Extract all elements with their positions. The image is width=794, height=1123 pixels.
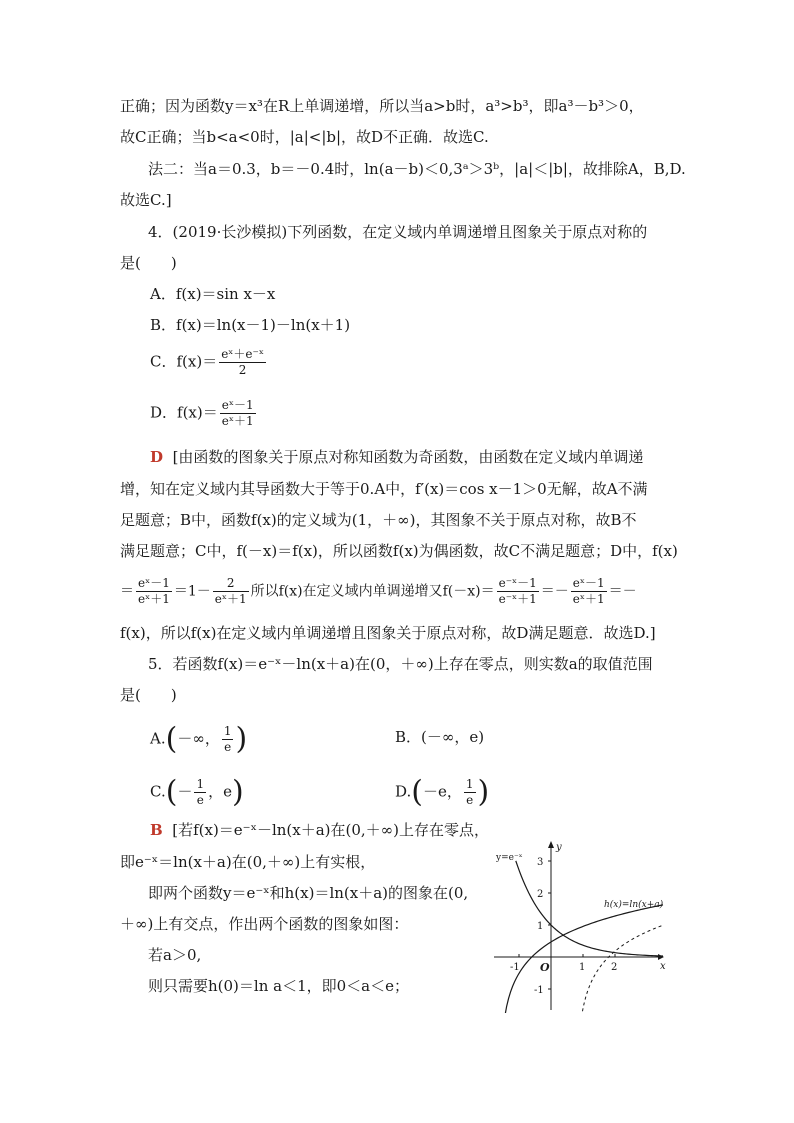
fraction: $\frac{\text{eˣ＋e⁻ˣ}}{2}$ xyxy=(221,347,264,377)
question-4-stem: 4．(2019·长沙模拟)下列函数，在定义域内单调递增且图象关于原点对称的 xyxy=(148,223,648,241)
solution-4-formula: ＝ $\frac{\text{eˣ－1}}{\text{eˣ＋1}}$ ＝1－ $\frac{2}{\text{eˣ＋1}}$ 所以f(x)在定义域内单调递增又f(－x)＝ $\frac{\text{e⁻ˣ－1}}{\text{e⁻ˣ＋1}}$ ＝－ $\frac{\text{eˣ－1}}{\text{eˣ＋1}}$ ＝－ xyxy=(120,576,637,606)
origin-label: O xyxy=(540,961,550,974)
tick-label: 2 xyxy=(611,962,618,973)
text-line: 故选C.] xyxy=(120,191,172,209)
option-4a: A．f(x)＝sin x－x xyxy=(150,285,276,303)
option-4d: D．f(x)＝ $\frac{\text{eˣ－1}}{\text{eˣ＋1}}$ xyxy=(150,398,254,428)
label-exp: y=e⁻ˣ xyxy=(496,853,523,863)
tick-label: -1 xyxy=(534,985,544,996)
solution-5-line: 则只需要h(0)＝ln a＜1，即0＜a＜e； xyxy=(148,977,409,995)
option-4c: C．f(x)＝ $\frac{\text{eˣ＋e⁻ˣ}}{2}$ xyxy=(150,347,264,377)
answer-letter: D xyxy=(150,448,164,466)
solution-4-line: 足题意；B中，函数f(x)的定义域为(1，＋∞)，其图象不关于原点对称，故B不 xyxy=(120,511,637,529)
axis-x-label: x xyxy=(660,961,666,972)
y-axis-arrow xyxy=(548,841,554,848)
solution-5-line: ＋∞)上有交点，作出两个函数的图象如图： xyxy=(120,915,409,933)
axis-y-label: y xyxy=(556,842,562,853)
curve-ln-dashed xyxy=(579,925,663,1013)
solution-5-line: 即两个函数y＝e⁻ˣ和h(x)＝ln(x＋a)的图象在(0, xyxy=(148,884,469,902)
tick-label: 3 xyxy=(537,857,544,868)
text-line: 正确；因为函数y＝x³在R上单调递增，所以当a>b时，a³>b³，即a³－b³＞0， xyxy=(120,97,644,115)
option-5a: A.(－∞， $\frac{1}{e}$ ) xyxy=(150,721,248,757)
tick-label: 1 xyxy=(579,962,586,973)
tick-label: 2 xyxy=(537,889,544,900)
tick-label: 1 xyxy=(537,921,544,932)
option-5b: B．(－∞，e) xyxy=(395,728,485,746)
curve-ln-shifted xyxy=(505,905,663,1013)
fraction: $\frac{\text{eˣ－1}}{\text{eˣ＋1}}$ xyxy=(221,398,254,428)
tick-label: -1 xyxy=(510,962,520,973)
question-5-stem: 5．若函数f(x)＝e⁻ˣ－ln(x＋a)在(0，＋∞)上存在零点，则实数a的取值范围 xyxy=(148,655,653,673)
option-5d: D.(－e， $\frac{1}{e}$ ) xyxy=(395,774,490,810)
solution-4-line: 增，知在定义域内其导函数大于等于0.A中，f′(x)＝cos x－1＞0无解，故A不满 xyxy=(120,480,648,498)
option-4b: B．f(x)＝ln(x－1)－ln(x＋1) xyxy=(150,316,351,334)
solution-4-line: 满足题意；C中，f(－x)＝f(x)，所以函数f(x)为偶函数，故C不满足题意；D中，f(x) xyxy=(120,542,678,560)
label-h: h(x)=ln(x+a) xyxy=(604,900,664,910)
solution-5-line: B [若f(x)＝e⁻ˣ－ln(x＋a)在(0,＋∞)上存在零点， xyxy=(150,821,490,839)
solution-5-line: 若a＞0, xyxy=(148,946,202,964)
text-line: 故C正确；当b<a<0时，|a|<|b|，故D不正确．故选C. xyxy=(120,128,489,146)
question-4-stem-cont: 是( ) xyxy=(120,254,177,272)
option-5c: C.(－ $\frac{1}{e}$ ，e) xyxy=(150,774,244,810)
solution-5-line: 即e⁻ˣ＝ln(x＋a)在(0,＋∞)上有实根， xyxy=(120,853,376,871)
x-axis-arrow xyxy=(658,954,664,960)
text-line: 法二：当a＝0.3，b＝－0.4时，ln(a－b)＜0,3ᵃ＞3ᵇ，|a|＜|b|，故排除A，B,D. xyxy=(148,160,686,178)
question-5-stem-cont: 是( ) xyxy=(120,686,177,704)
solution-4-line: D [由函数的图象关于原点对称知函数为奇函数，由函数在定义域内单调递 xyxy=(150,448,644,466)
solution-4-line: f(x)，所以f(x)在定义域内单调递增且图象关于原点对称，故D满足题意．故选D.] xyxy=(120,624,656,642)
function-graph xyxy=(488,838,673,1013)
answer-letter: B xyxy=(150,821,163,839)
